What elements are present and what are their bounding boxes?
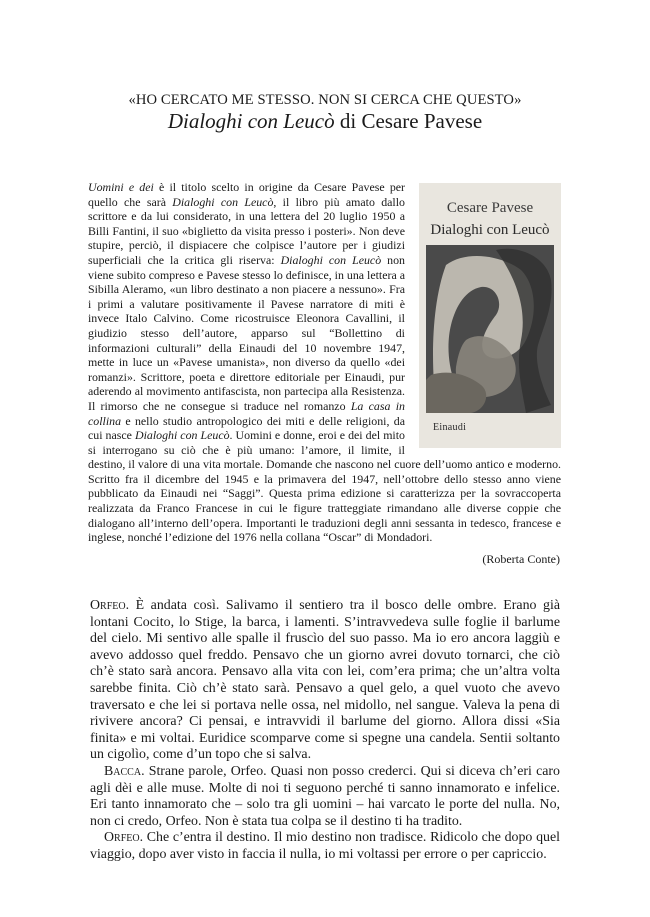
dialogue-paragraph	[90, 830, 560, 863]
author-signature: (Roberta Conte)	[482, 552, 560, 566]
dialogue-paragraph	[90, 598, 560, 764]
dialogue-text: . Che c’entra il destino. Il mio destino non tradisce. Ridicolo che dopo quel viaggio, dopo aver visto in faccia il nulla, io mi voltassi per errore o per capriccio.	[90, 830, 560, 862]
title-author: di Cesare Pavese	[334, 109, 483, 133]
intro-text-run: è il titolo scelto in origine da Cesare Pavese per quello che sarà	[88, 180, 406, 209]
dialogue-speaker: Orfeo	[104, 830, 140, 846]
intro-text-run: . Uomini e donne, eroi e dei del mito si interrogano su ciò che è più umano: l’amore, il limite, il destino, il valore di una vita mortale. Domande che nascono nel cuore dell’uomo antico e moderno. Scritto fra il dicembre del 1945 e la primavera del 1947, nell’ottobre dello stesso anno viene pubblicato da Einaudi nei “Saggi”. Questa prima edizione si caratterizza per la sovraccoperta realizzata da Franco Francese in cui le figure tratteggiate rimandano alle diverse coppie che dialogano all’interno dell’opera. Importanti le traduzioni degli anni sessanta in tedesco, francese e inglese, nonché l’edizione del 1976 nella collana “Oscar” di Mondadori.	[88, 428, 561, 545]
book-cover-image	[419, 183, 561, 448]
intro-text-run: non viene subito compreso e Pavese stesso lo definisce, in una lettera a Sibilla Aleramo, «un libro destinato a non piacere a nessuno». Fra i primi a valutare positivamente il Pavese narratore di miti è invece Italo Calvino. Come ricostruisce Eleonora Cavallini, il giudizio stesso dell’autore, apparso sul “Bollettino di informazioni culturali” della Einaudi del 10 novembre 1947, mette in luce un «Pavese umanista», non diverso da quello «dei romanzi». Scrittore, poeta e direttore editoriale per Einaudi, pur aderendo al movimento antifascista, non partecipa alla Resistenza. Il rimorso che ne consegue si traduce nel romanzo	[88, 252, 405, 413]
article-kicker: «HO CERCATO ME STESSO. NON SI CERCA CHE QUESTO»	[128, 92, 522, 108]
dialogue-paragraph	[90, 764, 560, 830]
cover-publisher: Einaudi	[433, 422, 467, 433]
cover-illustration	[426, 245, 554, 413]
intro-italic-run: La casa in collina	[88, 398, 405, 428]
title-work: Dialoghi con Leucò	[167, 109, 335, 133]
dialogue-text: . È andata così. Salivamo il sentiero tra il bosco delle ombre. Erano già lontani Cocito, lo Stige, la barca, i lamenti. S’intravvedeva sulle foglie il barlume del cielo. Mi sentivo alle spalle il fruscìo del suo passo. Ma io ero ancora laggiù e avevo addosso quel freddo. Pensavo che un giorno avrei dovuto tornarci, che ciò ch’è stato sarà ancora. Pensavo alla vita con lei, com’era prima; che un’altra volta sarebbe finita. Ciò ch’è stato sarà. Pensavo a quel gelo, a quel vuoto che avevo traversato e che lei si portava nelle ossa, nel midollo, nel sangue. Valeva la pena di rivivere ancora? Ci pensai, e intravvidi il barlume del giorno. Allora dissi «Sia finita» e mi voltai. Euridice scomparve come si spegne una candela. Sentii soltanto un cigolìo, come d’un topo che si salva.	[90, 598, 560, 763]
intro-italic-run: Dialoghi con Leucò	[172, 194, 274, 209]
dialogue-speaker: Bacca	[104, 763, 142, 779]
article-title	[60, 108, 590, 134]
intro-italic-run: Uomini e dei	[88, 180, 154, 194]
cover-title: Dialoghi con Leucò	[430, 222, 550, 238]
intro-italic-run: Dialoghi con Leucò	[280, 252, 382, 267]
intro-text-run: e nello studio antropologico dei miti e delle religioni, da cui nasce	[88, 413, 405, 443]
intro-block	[88, 180, 561, 545]
dialogue-speaker: Orfeo	[90, 598, 126, 613]
intro-italic-run: Dialoghi con Leucò	[134, 428, 230, 443]
dialogue-excerpt	[90, 598, 560, 864]
intro-text-run: , il libro più amato dallo scrittore e da lui considerato, in una lettera del 20 luglio 1950 a Billi Fantini, il suo «biglietto da visita presso i posteri». Non deve stupire, perciò, il dispiacere che colpisce l’autore per i giudizi superficiali che la critica gli riserva:	[88, 194, 405, 267]
cover-author: Cesare Pavese	[446, 200, 534, 216]
dialogue-text: . Strane parole, Orfeo. Quasi non posso crederci. Qui si diceva ch’eri caro agli dèi e alle muse. Molte di noi ti seguono perché ti sanno innamorato e infelice. Eri tanto innamorato che – solo tra gli uomini – hai varcato le porte del nulla. No, non ci credo, Orfeo. Non è stata tua colpa se il destino ti ha tradito.	[90, 763, 560, 829]
